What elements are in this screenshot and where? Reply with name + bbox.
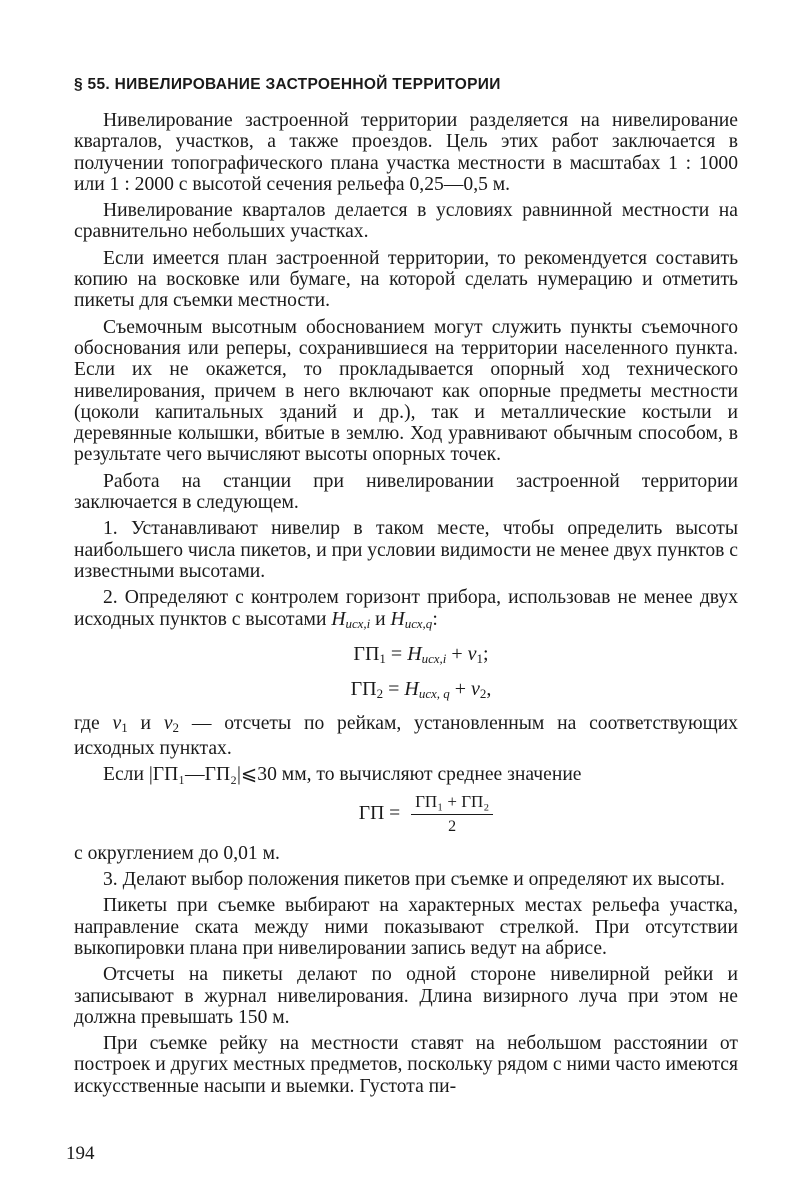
paragraph-2: Нивелирование кварталов делается в условиях равнинной местности на сравнительно небольших участках. bbox=[74, 200, 738, 243]
section-heading: § 55. НИВЕЛИРОВАНИЕ ЗАСТРОЕННОЙ ТЕРРИТОРИИ bbox=[74, 76, 501, 93]
paragraph-3: Если имеется план застроенной территории, то рекомендуется составить копию на восковке или бумаге, на которой сделать нумерацию и отметить пикеты для съемки местности. bbox=[74, 247, 738, 312]
page-number: 194 bbox=[66, 1143, 95, 1164]
paragraph-7: 2. Определяют с контролем горизонт прибора, использовав не менее двух исходных пунктов с высотами $H_{исх,i}$ и $H_{исх,q}$: bbox=[74, 587, 738, 631]
page-body bbox=[74, 74, 738, 1102]
paragraph-13: Отсчеты на пикеты делают по одной стороне нивелирной рейки и записывают в журнал нивелирования. Длина визирного луча при этом не должна превышать 150 м. bbox=[74, 964, 738, 1028]
paragraph-4: Съемочным высотным обоснованием могут служить пункты съемочного обоснования или реперы, сохранившиеся на территории населенного пункта. Если их не окажется, то прокладывается опорный ход технического нивелирования, причем в него включают как опорные предметы местности (цоколи капитальных зданий и др.), так и металлические костыли и деревянные колышки, вбитые в землю. Ход уравнивают обычным способом, в результате чего вычисляют высоты опорных точек. bbox=[74, 316, 738, 466]
fraction-denominator: 2 bbox=[448, 817, 457, 835]
paragraph-1: Нивелирование застроенной территории разделяется на нивелирование кварталов, участков, а также проездов. Цель этих работ заключается в получении топографического плана участка местности в масштабах 1 : 1000 или 1 : 2000 с высотой сечения рельефа 0,25—0,5 м. bbox=[74, 110, 738, 195]
formula-gp1: $ГП_1 = H_{исх,i} + v_1$; bbox=[353, 642, 489, 666]
paragraph-14: При съемке рейку на местности ставят на небольшом расстоянии от построек и других местных предметов, поскольку рядом с ними часто имеются искусственные насыпи и выемки. Густота пи- bbox=[74, 1033, 738, 1097]
paragraph-5: Работа на станции при нивелировании застроенной территории заключается в следующем. bbox=[74, 470, 738, 514]
formula-gp2: $ГП_2 = H_{исх, q} + v_2$, bbox=[350, 677, 492, 701]
paragraph-11: 3. Делают выбор положения пикетов при съемке и определяют их высоты. bbox=[103, 869, 725, 891]
fraction bbox=[411, 792, 493, 837]
paragraph-10: с округлением до 0,01 м. bbox=[74, 842, 280, 864]
paragraph-8: где $v_1$ и $v_2$ — отсчеты по рейкам, установленным на соответствующих исходных пунктах. bbox=[74, 712, 738, 760]
fraction-numerator: ГП₁ + ГП₂ bbox=[411, 792, 493, 815]
formula-gp-mean: ГП = $\frac{\text{ГП₁ + ГП₂}}{2}$ bbox=[74, 792, 738, 837]
paragraph-9: Если |ГП₁—ГП₂|⩽30 мм, то вычисляют среднее значение bbox=[103, 764, 582, 786]
paragraph-6: 1. Устанавливают нивелир в таком месте, чтобы определить высоты наибольшего числа пикетов, и при условии видимости не менее двух пунктов с известными высотами. bbox=[74, 518, 738, 582]
paragraph-12: Пикеты при съемке выбирают на характерных местах рельефа участка, направление ската между ними показывают стрелкой. При отсутствии выкопировки плана при нивелировании запись ведут на абрисе. bbox=[74, 895, 738, 959]
